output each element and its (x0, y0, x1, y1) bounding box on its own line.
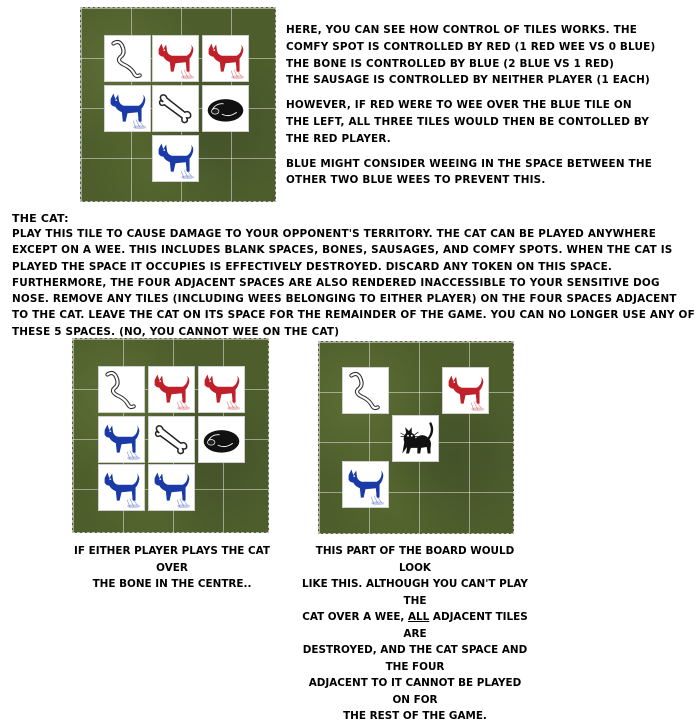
caption-line: IF EITHER PLAYER PLAYS THE CAT OVER (74, 545, 270, 574)
blue-dog-wee-tile (148, 464, 195, 511)
intro-line: THE RED PLAYER. (286, 132, 391, 145)
intro-line: OTHER TWO BLUE WEES TO PREVENT THIS. (286, 174, 546, 187)
sausage-tile (104, 35, 151, 82)
caption-line: THIS PART OF THE BOARD WOULD LOOK (315, 545, 515, 574)
sleeping-dog-comfy-spot-tile (198, 416, 245, 463)
cat-rule-line: THESE 5 SPACES. (NO, YOU CANNOT WEE ON THE CAT) (12, 325, 340, 338)
control-explanation (286, 22, 656, 189)
bone-tile (148, 416, 195, 463)
board-after-cat (318, 341, 514, 534)
caption-line: ADJACENT TO IT CANNOT BE PLAYED ON FOR (308, 677, 522, 706)
blue-dog-wee-tile (98, 416, 145, 463)
caption-text: ADJACENT TILES ARE (403, 611, 528, 640)
cat-rule-line: PLAY THIS TILE TO CAUSE DAMAGE TO YOUR OPPONENT'S TERRITORY. THE CAT CAN BE PLAYED ANYWHERE (12, 228, 657, 240)
intro-line: THE LEFT, ALL THREE TILES WOULD THEN BE CONTOLLED BY (286, 115, 650, 128)
intro-line: THE SAUSAGE IS CONTROLLED BY NEITHER PLAYER (1 EACH) (286, 74, 650, 87)
caption-line: DESTROYED, AND THE CAT SPACE AND THE FOUR (302, 644, 528, 673)
sleeping-dog-comfy-spot-tile (202, 85, 249, 132)
blue-dog-wee-tile (98, 464, 145, 511)
intro-line: THE BONE IS CONTROLLED BY BLUE (2 BLUE VS 1 RED) (286, 57, 615, 70)
red-dog-wee-tile (442, 367, 489, 414)
cat-rule-line: FURTHERMORE, THE FOUR ADJACENT SPACES ARE ALSO RENDERED INACCESSIBLE TO YOUR SENSITIVE DOG (12, 276, 660, 289)
caption-emphasis: ALL (407, 611, 430, 623)
sausage-tile (98, 366, 145, 413)
caption-line: THE REST OF THE GAME. (343, 710, 487, 722)
cat-rule-line: EXCEPT ON A WEE. THIS INCLUDES BLANK SPACES, BONES, SAUSAGES, AND COMFY SPOTS. WHEN THE CAT IS (12, 244, 673, 257)
cat-rule-line: PLAYED THE SPACE IT OCCUPIES IS EFFECTIVELY DESTROYED. DISCARD ANY TOKEN ON THIS SPACE. (12, 260, 613, 273)
red-dog-wee-tile (152, 35, 199, 82)
cat-rule-line: TO THE CAT. LEAVE THE CAT ON ITS SPACE FOR THE REMAINDER OF THE GAME. YOU CAN NO LONGER USE ANY OF (12, 309, 695, 322)
bone-tile (152, 85, 199, 132)
caption-text: CAT OVER A WEE, (302, 611, 408, 623)
cat-section-body (12, 226, 695, 340)
caption-before-cat (62, 543, 282, 593)
red-dog-wee-tile (202, 35, 249, 82)
blue-dog-wee-tile (342, 461, 389, 508)
sausage-tile (342, 367, 389, 414)
intro-line: HOWEVER, IF RED WERE TO WEE OVER THE BLUE TILE ON (286, 99, 632, 112)
board-example-control (80, 7, 276, 202)
blue-dog-wee-tile (104, 85, 151, 132)
caption-line (300, 609, 530, 642)
intro-line: HERE, YOU CAN SEE HOW CONTROL OF TILES WORKS. THE (286, 24, 638, 36)
blue-dog-wee-tile (152, 135, 199, 182)
red-dog-wee-tile (148, 366, 195, 413)
intro-line: BLUE MIGHT CONSIDER WEEING IN THE SPACE BETWEEN THE (286, 157, 653, 170)
black-cat-tile (392, 415, 439, 462)
board-before-cat (72, 338, 269, 533)
caption-line: LIKE THIS. ALTHOUGH YOU CAN'T PLAY THE (302, 578, 528, 607)
cat-rule-line: NOSE. REMOVE ANY TILES (INCLUDING WEES BELONGING TO EITHER PLAYER) ON THE FOUR SPACES ADJACENT (12, 293, 677, 306)
caption-after-cat (300, 543, 530, 725)
red-dog-wee-tile (198, 366, 245, 413)
cat-section-heading: THE CAT: (12, 212, 69, 225)
intro-line: COMFY SPOT IS CONTROLLED BY RED (1 RED WEE VS 0 BLUE) (286, 40, 656, 53)
caption-line: THE BONE IN THE CENTRE.. (92, 578, 252, 590)
